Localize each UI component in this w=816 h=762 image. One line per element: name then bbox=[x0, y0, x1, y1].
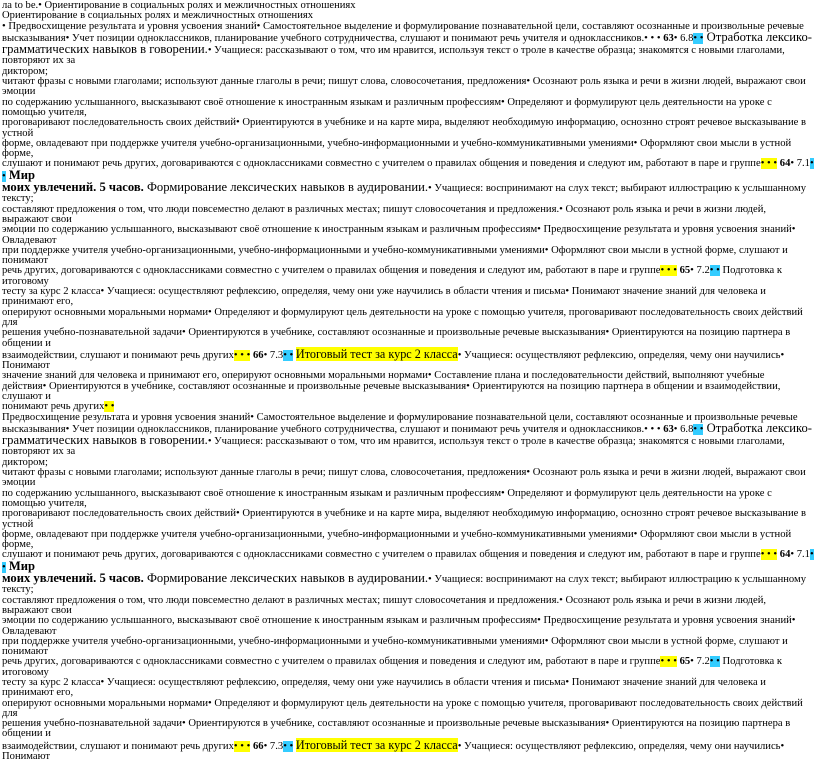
highlight-cyan: • • bbox=[283, 349, 294, 361]
text-run: высказывания• Учет позиции одноклассников, планирование учебного сотрудничества, слушают и понимают речь учителя и одноклассников.• • • bbox=[2, 423, 664, 435]
text-run: ла to be.• Ориентирование в социальных ролях и межличностных отношениях bbox=[2, 0, 356, 11]
text-line bbox=[2, 308, 814, 329]
text-run: Подготовка к итоговому bbox=[2, 265, 783, 287]
text-line bbox=[2, 468, 814, 489]
text-run: речь других, договариваются с одноклассниками совместно с учителем о правилах общения и поведения и следуют им, работают в паре и группе bbox=[2, 265, 661, 277]
bold-text: 66 bbox=[252, 349, 264, 361]
text-line bbox=[2, 489, 814, 510]
text-run: действия• Ориентируются в учебнике, составляют осознанные и произвольные речевые высказывания• Ориентируются на позицию партнера в общении и взаимодействии, слушают и bbox=[2, 380, 781, 402]
text-run: • Предвосхищение результата и уровня усвоения знаний• Самостоятельное выделение и формулирование познавательной цели, составляют осознанные и произвольные речевые bbox=[2, 20, 804, 32]
text-run: понимают речь других bbox=[2, 401, 105, 413]
text-run: Ориентирование в социальных ролях и межличностных отношениях bbox=[2, 10, 314, 22]
text-run: высказывания• Учет позиции одноклассников, планирование учебного сотрудничества, слушают и понимают речь учителя и одноклассников.• • • bbox=[2, 32, 664, 44]
text-run: Подготовка к итоговому bbox=[2, 656, 783, 678]
text-run: при поддержке учителя учебно-организационными, учебно-информационными и учебно-коммуникативными умениями• Оформляют свои мысли в устной форме, слушают и понимают bbox=[2, 244, 788, 267]
bold-text: 65 bbox=[679, 265, 691, 277]
bold-text: 64 bbox=[779, 549, 791, 561]
text-run: • 7.3 bbox=[263, 740, 284, 752]
text-line bbox=[2, 550, 814, 573]
text-line bbox=[2, 737, 814, 762]
highlight-yellow: Итоговый тест за курс 2 класса bbox=[295, 346, 458, 361]
text-line bbox=[2, 573, 814, 596]
text-line bbox=[2, 287, 814, 308]
highlight-yellow: • • bbox=[104, 401, 115, 413]
text-run: • Учащиеся: осуществляют рефлексию, определяя, чему они научились• Понимают bbox=[2, 349, 785, 372]
text-line bbox=[2, 719, 814, 740]
text-run: решения учебно-познавательной задачи• Ориентируются в учебнике, составляют осознанные и произвольные речевые высказывания• Ориентируются на позицию партнера в общении и bbox=[2, 327, 791, 349]
highlight-yellow: • • • bbox=[660, 265, 677, 277]
text-run: • 6.8 bbox=[673, 32, 694, 44]
highlight-yellow: • • • bbox=[660, 656, 677, 668]
bold-text: Формирование лексических навыков в аудировании. bbox=[143, 571, 428, 586]
text-run: значение знаний для человека и принимают его, оперируют основными моральными нормами• Составление плана и последовательности действий, выполняют учебные bbox=[2, 370, 765, 382]
text-run: слушают и понимают речь других, договариваются с одноклассниками совместно с учителем о правилах общения и поведения и следуют им, работают в паре и группе bbox=[2, 158, 761, 170]
text-run: по содержанию услышанного, высказывают своё отношение к иностранным языкам и различным профессиям• Определяют и формулируют цель деятельности на уроке с помощью учителя, bbox=[2, 487, 772, 509]
text-run: форме, овладевают при поддержке учителя учебно-организационными, учебно-информационными и учебно-коммуникативными умениями• Оформляют свои мысли в устной форме, bbox=[2, 137, 792, 160]
highlight-yellow: Итоговый тест за курс 2 класса bbox=[295, 737, 458, 752]
text-run: проговаривают последовательность своих действий• Ориентируются в учебнике и на карте мира, выделяют необходимую информацию, оснознно строят речевое высказывание в устной bbox=[2, 508, 806, 530]
text-run: диктором; bbox=[2, 65, 48, 77]
bold-text: моих увлечений. 5 часов. bbox=[2, 571, 144, 586]
bold-text: Формирование лексических навыков в аудировании. bbox=[143, 180, 428, 195]
text-line bbox=[2, 159, 814, 182]
bold-text: Мир bbox=[5, 558, 36, 573]
bold-text: Отработка лексико- bbox=[703, 29, 812, 44]
text-run: эмоции по содержанию услышанного, высказывают своё отношение к иностранным языкам и различным профессиям• Предвосхищение результата и уровня усвоения знаний• Овладевают bbox=[2, 615, 796, 637]
highlight-cyan: • • bbox=[283, 740, 294, 752]
bold-text: грамматических навыков в говорении. bbox=[2, 42, 208, 57]
text-run: тесту за курс 2 класса• Учащиеся: осуществляют рефлексию, определяя, чему они уже научились в области чтения и письма• Понимают значение знаний для человека и принимают его, bbox=[2, 677, 766, 699]
text-run: тесту за курс 2 класса• Учащиеся: осуществляют рефлексию, определяя, чему они уже научились в области чтения и письма• Понимают значение знаний для человека и принимают его, bbox=[2, 286, 766, 308]
bold-text: 63 bbox=[663, 423, 674, 435]
text-run: проговаривают последовательность своих действий• Ориентируются в учебнике и на карте мира, выделяют необходимую информацию, оснознно строят речевое высказывание в устной bbox=[2, 117, 806, 139]
text-run: речь других, договариваются с одноклассниками совместно с учителем о правилах общения и поведения и следуют им, работают в паре и группе bbox=[2, 656, 661, 668]
text-run: • Учащиеся: рассказывают о том, что им нравится, используя текст о троле в качестве образца; знакомятся с новыми глаголами, повторяют их за bbox=[2, 45, 785, 67]
text-run: диктором; bbox=[2, 456, 48, 468]
text-line bbox=[2, 657, 814, 678]
highlight-yellow: • • • bbox=[760, 158, 778, 170]
text-line bbox=[2, 346, 814, 372]
highlight-cyan: • • bbox=[2, 158, 814, 182]
highlight-yellow: • • • bbox=[760, 549, 778, 561]
text-run: составляют предложения о том, что люди повсеместно делают в различных местах; пишут словосочетания и предложения.• Осознают роль языка и речи в жизни людей, выражают свои bbox=[2, 594, 767, 616]
text-line bbox=[2, 246, 814, 267]
text-line bbox=[2, 678, 814, 699]
highlight-yellow: • • • bbox=[233, 740, 251, 752]
text-line bbox=[2, 225, 814, 246]
text-run: оперируют основными моральными нормами• Определяют и формулируют цель деятельности на уроке с помощью учителя, проговаривают последовательность своих действий для bbox=[2, 697, 803, 719]
bold-text: 65 bbox=[679, 656, 691, 668]
text-run: слушают и понимают речь других, договариваются с одноклассниками совместно с учителем о правилах общения и поведения и следуют им, работают в паре и группе bbox=[2, 549, 761, 561]
text-line bbox=[2, 530, 814, 551]
highlight-cyan: • • bbox=[2, 549, 814, 573]
text-run: • Учащиеся: рассказывают о том, что им нравится, используя текст о троле в качестве образца; знакомятся с новыми глаголами, повторяют их за bbox=[2, 436, 785, 458]
text-run: • 7.1 bbox=[790, 549, 810, 561]
text-line bbox=[2, 22, 814, 32]
text-line bbox=[2, 182, 814, 205]
text-run: решения учебно-познавательной задачи• Ориентируются в учебнике, составляют осознанные и произвольные речевые высказывания• Ориентируются на позицию партнера в общении и bbox=[2, 718, 791, 740]
text-line bbox=[2, 139, 814, 160]
text-run: читают фразы с новыми глаголами; используют данные глаголы в речи; пишут слова, словосочетания, предложения• Осознают роль языка и речи в жизни людей, выражают свои эмоции bbox=[2, 467, 806, 489]
text-run: • 7.2 bbox=[690, 265, 710, 277]
highlight-cyan: • • bbox=[693, 32, 704, 44]
text-line bbox=[2, 382, 814, 403]
text-run: • Учащиеся: воспринимают на слух текст; выбирают иллюстрацию к услышанному тексту; bbox=[2, 574, 807, 596]
text-line bbox=[2, 699, 814, 720]
bold-text: грамматических навыков в говорении. bbox=[2, 433, 208, 448]
text-run: • 7.1 bbox=[790, 158, 810, 170]
text-run: • 7.3 bbox=[263, 349, 284, 361]
text-run: оперируют основными моральными нормами• Определяют и формулируют цель деятельности на уроке с помощью учителя, проговаривают последовательность своих действий для bbox=[2, 306, 803, 328]
bold-text: 64 bbox=[779, 158, 791, 170]
text-line bbox=[2, 328, 814, 349]
text-run: составляют предложения о том, что люди повсеместно делают в различных местах; пишут словосочетания и предложения.• Осознают роль языка и речи в жизни людей, выражают свои bbox=[2, 203, 767, 225]
text-line bbox=[2, 44, 814, 67]
text-run: форме, овладевают при поддержке учителя учебно-организационными, учебно-информационными и учебно-коммуникативными умениями• Оформляют свои мысли в устной форме, bbox=[2, 528, 792, 551]
bold-text: 63 bbox=[663, 32, 674, 44]
text-run: • 7.2 bbox=[690, 656, 710, 668]
text-line bbox=[2, 266, 814, 287]
text-run: взаимодействии, слушают и понимают речь других bbox=[2, 349, 234, 361]
text-line bbox=[2, 637, 814, 658]
text-line bbox=[2, 205, 814, 226]
text-run: Предвосхищение результата и уровня усвоения знаний• Самостоятельное выделение и формулирование познавательной цели, составляют осознанные и произвольные речевые bbox=[2, 411, 798, 423]
highlight-cyan: • • bbox=[709, 656, 720, 668]
highlight-cyan: • • bbox=[693, 423, 704, 435]
bold-text: Отработка лексико- bbox=[703, 420, 812, 435]
text-run: по содержанию услышанного, высказывают своё отношение к иностранным языкам и различным профессиям• Определяют и формулируют цель деятельности на уроке с помощью учителя, bbox=[2, 96, 772, 118]
text-line bbox=[2, 435, 814, 458]
bold-text: 66 bbox=[252, 740, 264, 752]
text-run: • 6.8 bbox=[673, 423, 694, 435]
highlight-yellow: • • • bbox=[233, 349, 251, 361]
text-line bbox=[2, 77, 814, 98]
text-run: при поддержке учителя учебно-организационными, учебно-информационными и учебно-коммуникативными умениями• Оформляют свои мысли в устной форме, слушают и понимают bbox=[2, 635, 788, 658]
highlight-cyan: • • bbox=[709, 265, 720, 277]
text-run: эмоции по содержанию услышанного, высказывают своё отношение к иностранным языкам и различным профессиям• Предвосхищение результата и уровня усвоения знаний• Овладевают bbox=[2, 224, 796, 246]
text-line bbox=[2, 509, 814, 530]
text-run: • Учащиеся: воспринимают на слух текст; выбирают иллюстрацию к услышанному тексту; bbox=[2, 183, 807, 205]
text-line bbox=[2, 616, 814, 637]
text-line bbox=[2, 596, 814, 617]
text-run: читают фразы с новыми глаголами; используют данные глаголы в речи; пишут слова, словосочетания, предложения• Осознают роль языка и речи в жизни людей, выражают свои эмоции bbox=[2, 76, 806, 98]
bold-text: Мир bbox=[5, 167, 36, 182]
bold-text: моих увлечений. 5 часов. bbox=[2, 180, 144, 195]
text-line bbox=[2, 413, 814, 423]
text-run: • Учащиеся: осуществляют рефлексию, определяя, чему они научились• Понимают bbox=[2, 740, 785, 762]
text-line bbox=[2, 118, 814, 139]
text-run: взаимодействии, слушают и понимают речь других bbox=[2, 740, 234, 752]
text-line bbox=[2, 98, 814, 119]
